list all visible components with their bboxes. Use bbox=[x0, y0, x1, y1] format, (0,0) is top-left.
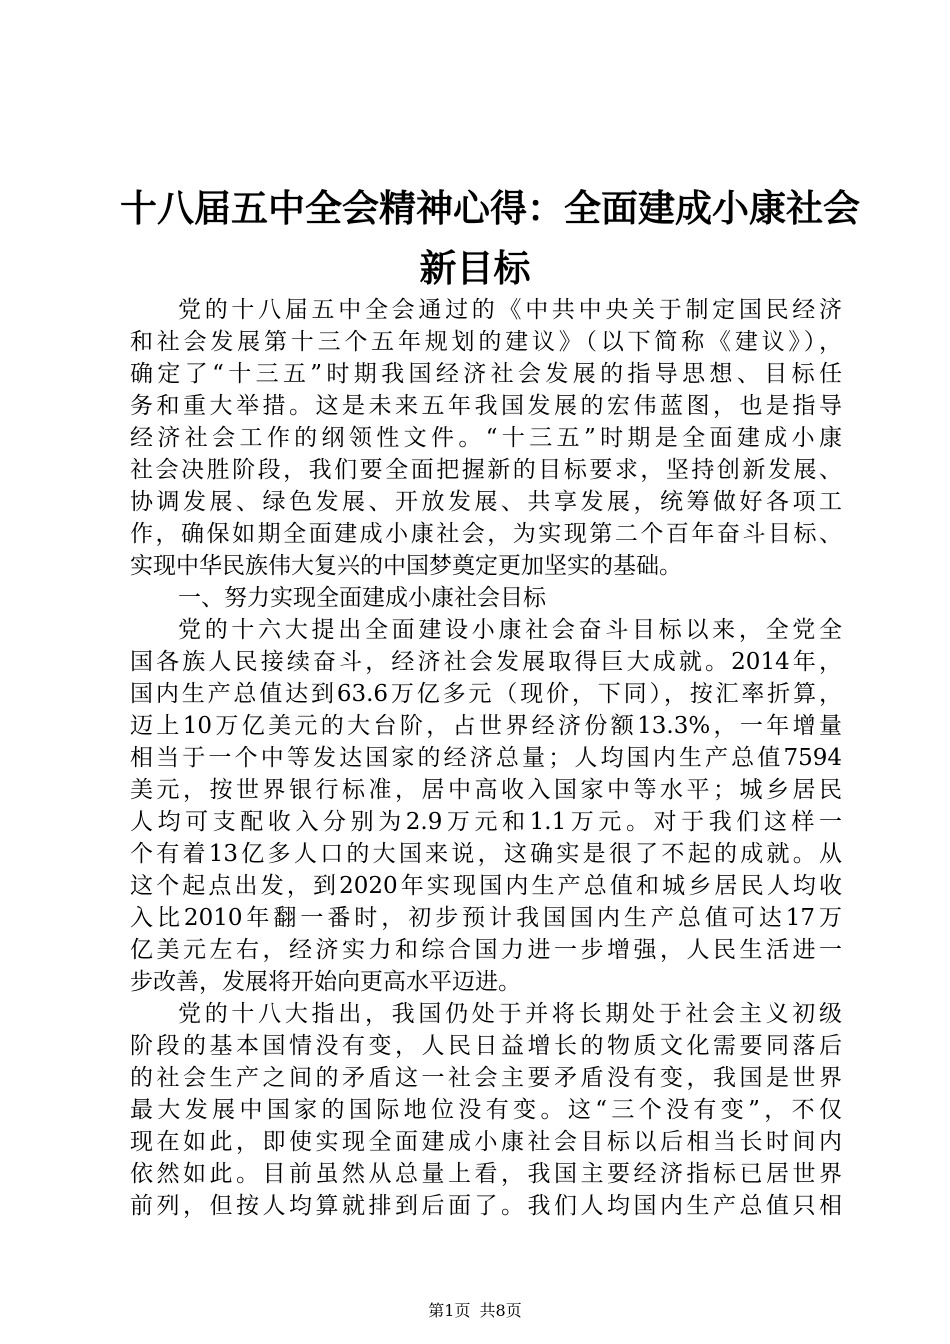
paragraph-line: 个有着13亿多人口的大国来说，这确实是很了不起的成就。从 bbox=[130, 841, 842, 867]
paragraph-line: 协调发展、绿色发展、开放发展、共享发展，统筹做好各项工 bbox=[130, 489, 842, 515]
paragraph-line: 这个起点出发，到2020年实现国内生产总值和城乡居民人均收 bbox=[130, 873, 842, 899]
paragraph-line: 作，确保如期全面建成小康社会，为实现第二个百年奋斗目标、 bbox=[130, 521, 842, 547]
paragraph-line: 阶段的基本国情没有变，人民日益增长的物质文化需要同落后 bbox=[130, 1033, 842, 1059]
paragraph-line: 最大发展中国家的国际地位没有变。这“三个没有变”，不仅 bbox=[130, 1097, 842, 1123]
paragraph-line: 党的十八大指出，我国仍处于并将长期处于社会主义初级 bbox=[178, 1001, 842, 1027]
document-title-line-2: 新目标 bbox=[419, 247, 531, 290]
paragraph bbox=[130, 614, 842, 998]
paragraph-line: 的社会生产之间的矛盾这一社会主要矛盾没有变，我国是世界 bbox=[130, 1065, 842, 1091]
paragraph bbox=[130, 294, 842, 582]
paragraph-line: 党的十六大提出全面建设小康社会奋斗目标以来，全党全 bbox=[178, 617, 842, 643]
paragraph-line: 党的十八届五中全会通过的《中共中央关于制定国民经济 bbox=[178, 297, 842, 323]
paragraph-line: 人均可支配收入分别为2.9万元和1.1万元。对于我们这样一 bbox=[130, 809, 842, 835]
paragraph-line: 依然如此。目前虽然从总量上看，我国主要经济指标已居世界 bbox=[130, 1161, 842, 1187]
paragraph-line: 经济社会工作的纲领性文件。“十三五”时期是全面建成小康 bbox=[130, 425, 842, 451]
page-total: 共8页 bbox=[479, 1301, 522, 1320]
paragraph-line: 务和重大举措。这是未来五年我国发展的宏伟蓝图，也是指导 bbox=[130, 393, 842, 419]
paragraph-line: 美元，按世界银行标准，居中高收入国家中等水平；城乡居民 bbox=[130, 777, 842, 803]
paragraph-line: 前列，但按人均算就排到后面了。我们人均国内生产总值只相 bbox=[130, 1193, 842, 1219]
paragraph bbox=[130, 998, 842, 1222]
paragraph-line: 实现中华民族伟大复兴的中国梦奠定更加坚实的基础。 bbox=[130, 553, 682, 579]
paragraph-line: 现在如此，即使实现全面建成小康社会目标以后相当长时间内 bbox=[130, 1129, 842, 1155]
paragraph-line: 国各族人民接续奋斗，经济社会发展取得巨大成就。2014年， bbox=[130, 649, 842, 675]
paragraph-line: 步改善，发展将开始向更高水平迈进。 bbox=[130, 969, 521, 995]
paragraph-line: 入比2010年翻一番时，初步预计我国国内生产总值可达17万 bbox=[130, 905, 842, 931]
page-number: 第1页 bbox=[428, 1301, 471, 1320]
paragraph-line: 迈上10万亿美元的大台阶，占世界经济份额13.3%，一年增量 bbox=[130, 713, 842, 739]
paragraph-line: 社会决胜阶段，我们要全面把握新的目标要求，坚持创新发展、 bbox=[130, 457, 842, 483]
document-body bbox=[130, 294, 842, 1222]
paragraph-line: 相当于一个中等发达国家的经济总量；人均国内生产总值7594 bbox=[130, 745, 842, 771]
paragraph-line: 一、努力实现全面建成小康社会目标 bbox=[178, 585, 546, 611]
document-title-line-1: 十八届五中全会精神心得：全面建成小康社会 bbox=[120, 187, 860, 230]
page-footer bbox=[0, 1301, 950, 1321]
paragraph bbox=[130, 582, 842, 614]
paragraph-line: 亿美元左右，经济实力和综合国力进一步增强，人民生活进一 bbox=[130, 937, 842, 963]
paragraph-line: 国内生产总值达到63.6万亿多元（现价，下同），按汇率折算， bbox=[130, 681, 842, 707]
paragraph-line: 确定了“十三五”时期我国经济社会发展的指导思想、目标任 bbox=[130, 361, 842, 387]
paragraph-line: 和社会发展第十三个五年规划的建议》（以下简称《建议》）， bbox=[130, 329, 842, 355]
